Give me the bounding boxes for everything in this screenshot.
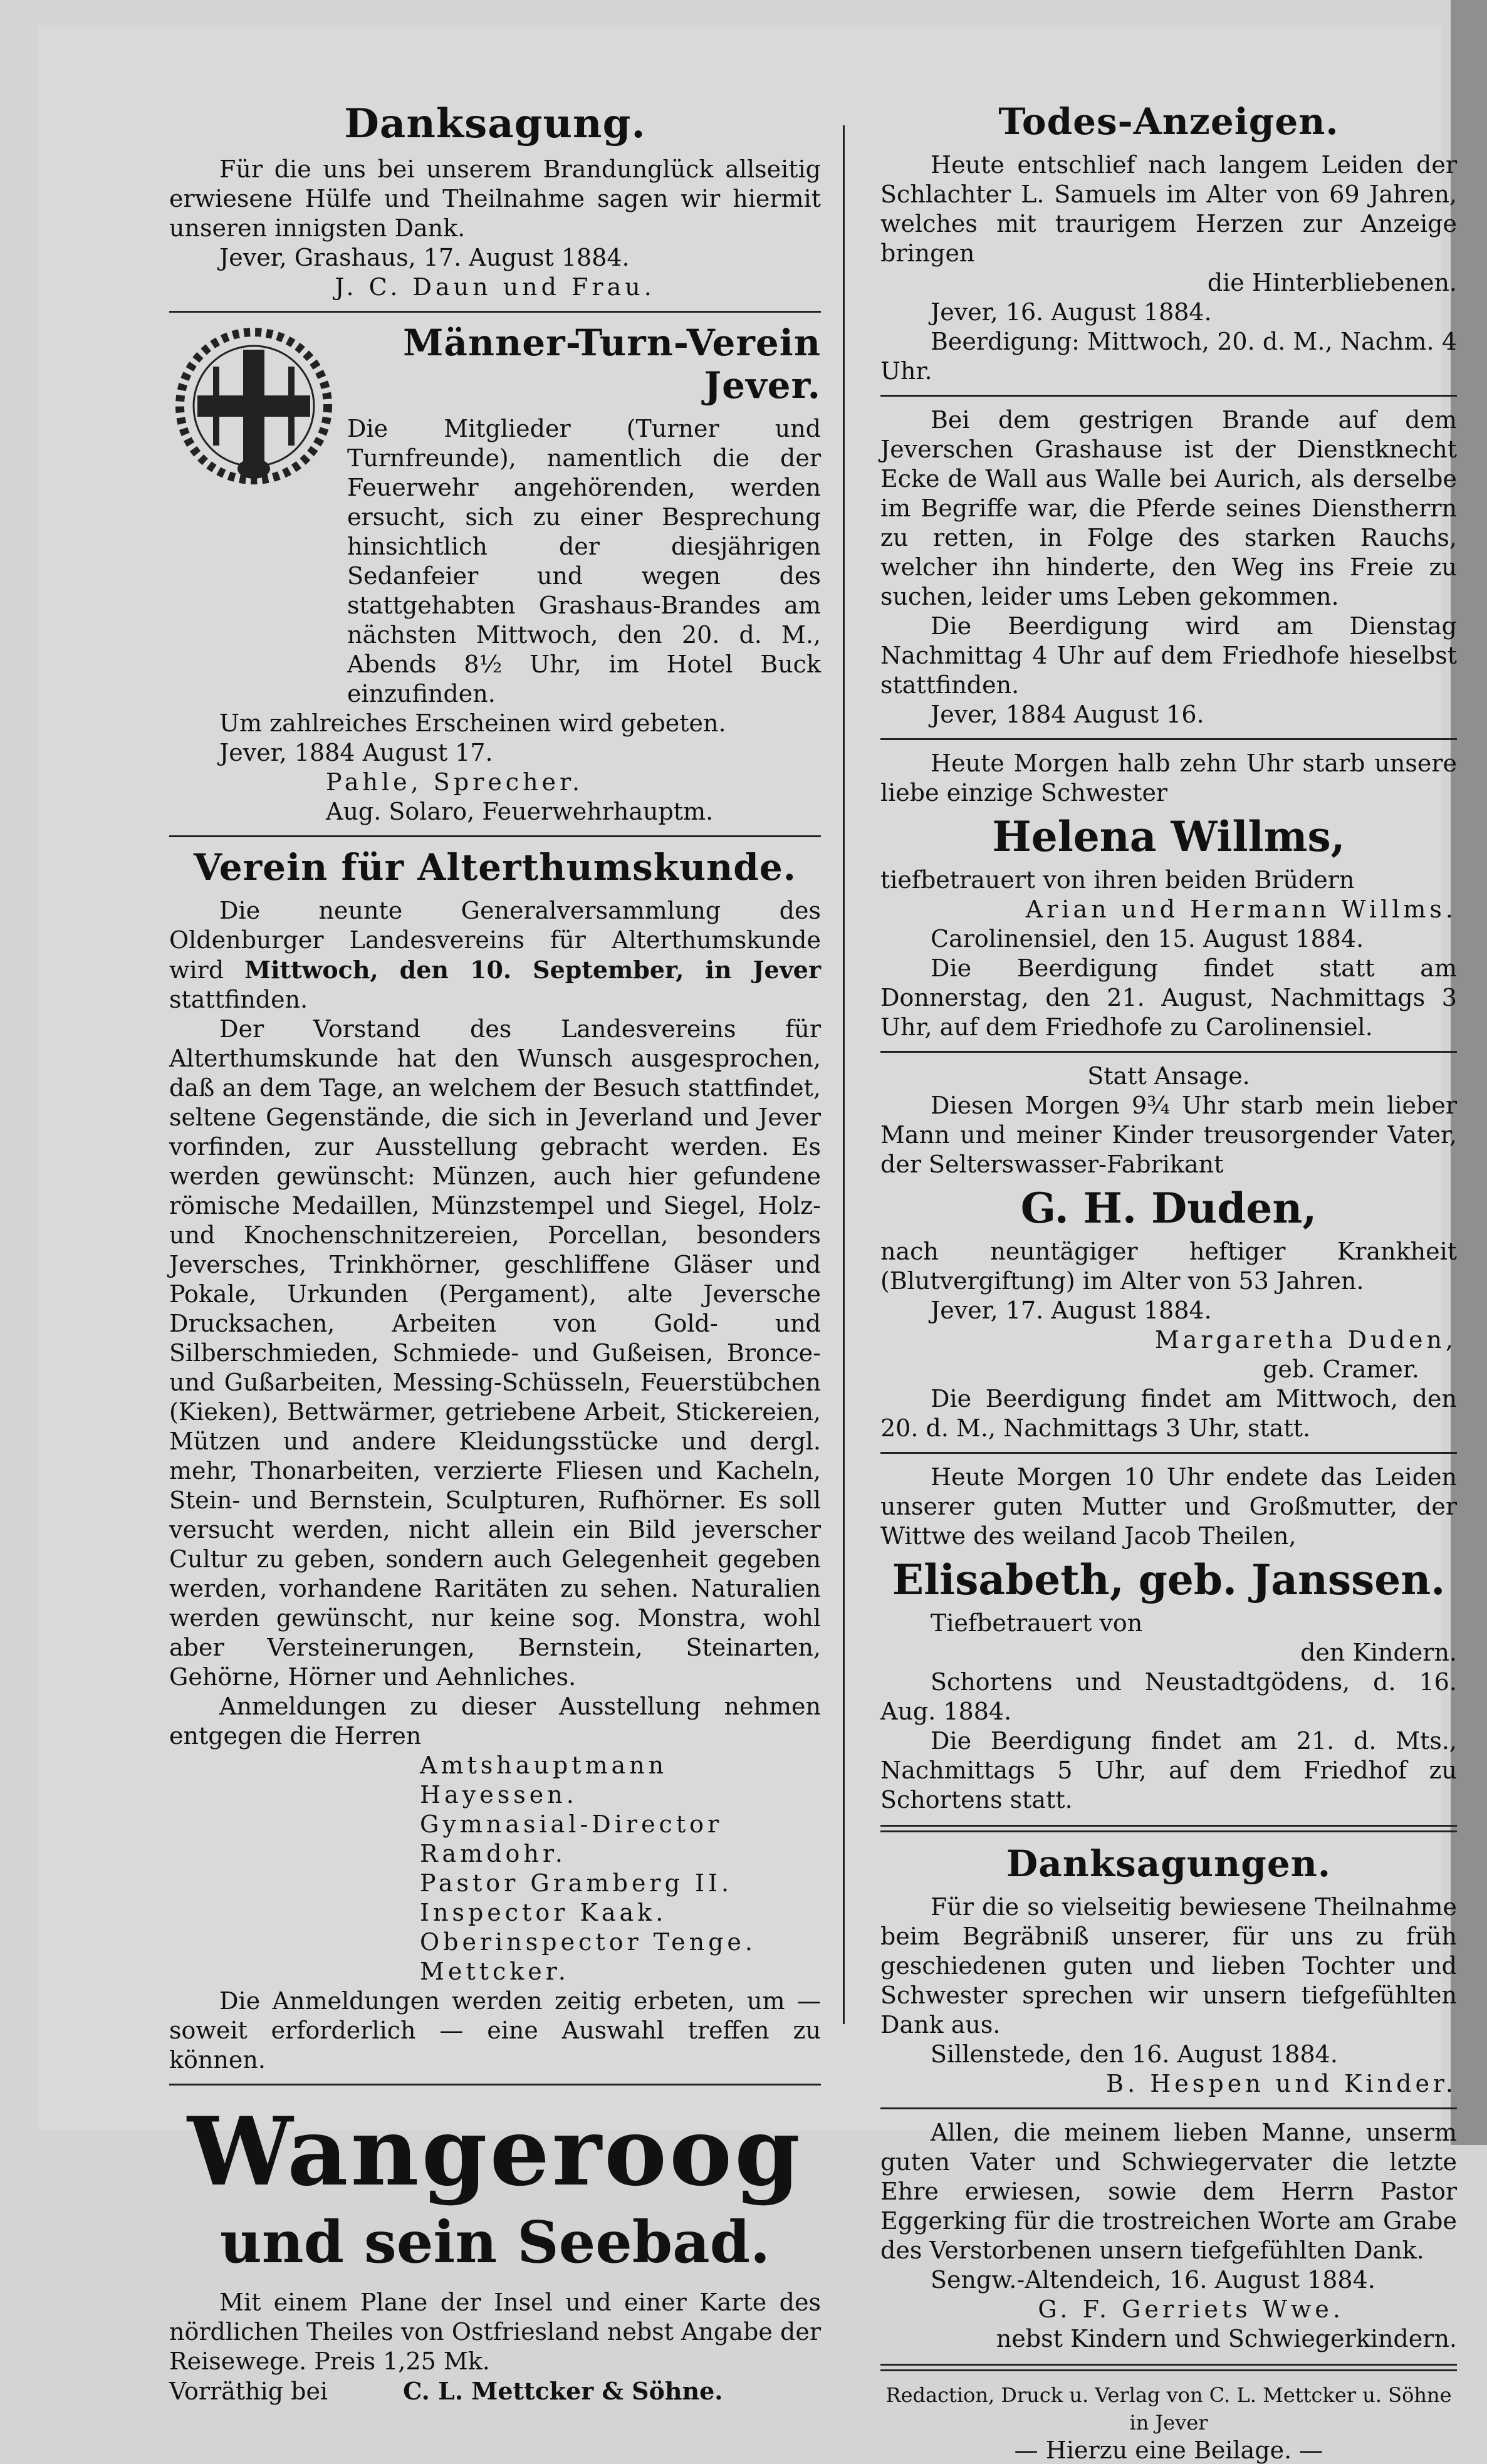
notice-burial: Die Beerdigung findet statt am Donnerstag, den 21. August, Nachmittags 3 Uhr, auf dem Friedhofe zu Carolinensiel. <box>880 954 1457 1041</box>
turnverein-signature-1: Pahle, Sprecher. <box>326 768 584 796</box>
turnverein-ad <box>169 321 821 827</box>
notice-mourners: tiefbetrauert von ihren beiden Brüdern <box>880 866 1355 894</box>
alterthum-ad <box>169 846 821 2075</box>
turnverein-place-date: Jever, 1884 August 17. <box>219 739 493 766</box>
notice-burial: Die Beerdigung findet am 21. d. Mts., Nachmittags 5 Uhr, auf dem Friedhof zu Schortens statt. <box>880 1727 1457 1814</box>
deceased-name: Helena Willms, <box>992 812 1345 861</box>
column-divider <box>843 125 845 2024</box>
list-item: Gymnasial-Director Ramdohr. <box>420 1810 723 1867</box>
wangeroog-firm: C. L. Mettcker & Söhne. <box>403 2377 723 2405</box>
thanks-date: Sengw.-Altendeich, 16. August 1884. <box>931 2266 1375 2294</box>
alterthum-paragraph-4: Die Anmeldungen werden zeitig erbeten, um — soweit erforderlich — eine Auswahl treffen zu können. <box>169 1987 821 2074</box>
notice-body: Diesen Morgen 9¾ Uhr starb mein lieber Mann und meiner Kinder treusorgender Vater, der Selterswasser-Fabrikant <box>880 1092 1457 1178</box>
notice-burial: Die Beerdigung findet am Mittwoch, den 20. d. M., Nachmittags 3 Uhr, statt. <box>880 1385 1457 1442</box>
death-notice-de-wall <box>880 405 1457 729</box>
death-notice-theilen <box>880 1463 1457 1815</box>
separator-rule <box>880 1051 1457 1053</box>
notice-date: Jever, 1884 August 16. <box>931 701 1204 728</box>
turnverein-head <box>169 321 821 709</box>
turnverein-body: Die Mitglieder (Turner und Turnfreunde), namentlich die der Feuerwehr angehörenden, werden ersucht, sich zu einer Besprechung hinsichtlich der diesjährigen Sedanfeier und wegen des stattgehabten Grashaus-Brandes am nächsten Mittwoch, den 20. d. M., Abends 8½ Uhr, im Hotel Buck einzufinden. <box>347 415 821 707</box>
notice-burial: Beerdigung: Mittwoch, 20. d. M., Nachm. 4 Uhr. <box>880 328 1457 385</box>
separator-rule <box>169 2084 821 2086</box>
danksagung-ad <box>169 100 821 302</box>
separator-rule <box>169 311 821 313</box>
notice-statt-ansage: Statt Ansage. <box>1087 1062 1250 1090</box>
turnverein-emblem-icon <box>169 321 338 491</box>
thanks-signature-2: nebst Kindern und Schwiegerkindern. <box>996 2325 1457 2352</box>
death-notice-willms <box>880 749 1457 1042</box>
separator-rule <box>880 395 1457 397</box>
wangeroog-body: Mit einem Plane der Insel und einer Karte des nördlichen Theiles von Ostfriesland nebst Angabe der Reisewege. Preis 1,25 Mk. <box>169 2289 821 2375</box>
list-item: Oberinspector Tenge. <box>420 1928 756 1956</box>
notice-signature: Arian und Hermann Willms. <box>1025 895 1457 923</box>
danksagung-signature: J. C. Daun und Frau. <box>335 273 655 301</box>
notice-cause: nach neuntägiger heftiger Krankheit (Blutvergiftung) im Alter von 53 Jahren. <box>880 1238 1457 1295</box>
danksagungen <box>880 1842 1457 2354</box>
notice-body: Heute Morgen 10 Uhr endete das Leiden unserer guten Mutter und Großmutter, der Wittwe des weiland Jacob Theilen, <box>880 1463 1457 1550</box>
notice-signature: die Hinterbliebenen. <box>1207 269 1457 296</box>
notice-date: Jever, 17. August 1884. <box>931 1297 1212 1324</box>
todes-anzeigen <box>880 100 1457 1815</box>
wangeroog-availability <box>169 2376 821 2406</box>
turnverein-heading: Männer-Turn-Verein Jever. <box>403 321 821 407</box>
notice-date: Carolinensiel, den 15. August 1884. <box>931 925 1364 953</box>
turnverein-signature-2: Aug. Solaro, Feuerwehrhauptm. <box>326 798 714 825</box>
alterthum-heading: Verein für Alterthumskunde. <box>194 846 796 889</box>
separator-rule <box>880 1452 1457 1454</box>
imprint: Redaction, Druck u. Verlag von C. L. Mettcker u. Söhne in Jever <box>885 2383 1452 2435</box>
death-notice-duden <box>880 1062 1457 1443</box>
deceased-name: Elisabeth, geb. Janssen. <box>892 1555 1446 1604</box>
alterthum-p1-start: Die neunte Generalversammlung des Oldenburger Landesvereins für Alterthumskunde wird <box>169 897 821 984</box>
alterthum-p1-end: stattfinden. <box>169 986 308 1013</box>
deceased-name: G. H. Duden, <box>1020 1184 1317 1233</box>
wangeroog-ad <box>169 2097 821 2406</box>
list-item: Mettcker. <box>420 1958 570 1985</box>
list-item: Inspector Kaak. <box>420 1899 667 1926</box>
turnverein-head-text <box>347 321 821 709</box>
alterthum-names-list <box>169 1751 821 1986</box>
notice-mourners: Tiefbetrauert von <box>931 1609 1143 1637</box>
thanks-body: Allen, die meinem lieben Manne, unserm guten Vater und Schwiegervater die letzte Ehre erwiesen, sowie dem Herrn Pastor Eggerking für die trostreichen Worte am Grabe des Verstorbenen unsern tiefgefühlten Dank. <box>880 2119 1457 2264</box>
alterthum-meeting-date: Mittwoch, den 10. September, in Jever <box>244 956 821 984</box>
separator-double-rule <box>880 2364 1457 2371</box>
left-column <box>169 94 821 2406</box>
list-item: Amtshauptmann Hayessen. <box>420 1751 668 1809</box>
thanks-signature: G. F. Gerriets Wwe. <box>1038 2295 1344 2323</box>
notice-body: Heute Morgen halb zehn Uhr starb unsere liebe einzige Schwester <box>880 749 1457 807</box>
notice-body: Heute entschlief nach langem Leiden der Schlachter L. Samuels im Alter von 69 Jahren, welches mit traurigem Herzen zur Anzeige bringen <box>880 151 1457 267</box>
wangeroog-subtitle: und sein Seebad. <box>219 2208 771 2276</box>
separator-rule <box>880 738 1457 740</box>
danksagung-heading: Danksagung. <box>344 100 646 147</box>
thanks-signature: B. Hespen und Kinder. <box>1106 2070 1457 2097</box>
thanks-date: Sillenstede, den 16. August 1884. <box>931 2040 1338 2068</box>
todes-heading: Todes-Anzeigen. <box>998 100 1339 143</box>
notice-burial: Die Beerdigung wird am Dienstag Nachmittag 4 Uhr auf dem Friedhofe hieselbst stattfinden. <box>880 612 1457 699</box>
thanks-body: Für die so vielseitig bewiesene Theilnahme beim Begräbniß unserer, für uns zu früh geschiedenen guten und lieben Tochter und Schwester sprechen wir unsern tiefgefühlten Dank aus. <box>880 1893 1457 2039</box>
danksagungen-heading: Danksagungen. <box>1006 1842 1332 1885</box>
wangeroog-title: Wangeroog <box>187 2097 803 2207</box>
alterthum-paragraph-2: Der Vorstand des Landesvereins für Alterthumskunde hat den Wunsch ausgesprochen, daß an dem Tage, an welchem der Besuch stattfindet, seltene Gegenstände, die sich in Jeverland und Jever vorfinden, zur Ausstellung gebracht werden. Es werden gewünscht: Münzen, auch hier gefundene römische Medaillen, Münzstempel und Siegel, Holz- und Knochenschnitzereien, Porcellan, besonders Jeversches, Trinkhörner, geschliffene Gläser und Pokale, Urkunden (Pergament), alte Jeversche Drucksachen, Arbeiten von Gold- und Silberschmieden, Schmiede- und Gußeisen, Bronce- und Gußarbeiten, Messing-Schüsseln, Feuerstübchen (Kieken), Bettwärmer, getriebene Arbeit, Stickereien, Mützen und andere Kleidungsstücke und dergl. mehr, Thonarbeiten, verzierte Fliesen und Kacheln, Stein- und Bernstein, Sculpturen, Rufhörner. Es soll versucht werden, nicht allein ein Bild jeverscher Cultur zu geben, sondern auch Gelegenheit gegeben werden, vorhandene Raritäten zu sehen. Naturalien werden gewünscht, nur keine sog. Monstra, wohl aber Versteinerungen, Bernstein, Steinarten, Gehörne, Hörner und Aehnliches. <box>169 1015 821 1691</box>
turnverein-request: Um zahlreiches Erscheinen wird gebeten. <box>219 709 726 737</box>
notice-date: Jever, 16. August 1884. <box>931 298 1212 326</box>
list-item: Pastor Gramberg II. <box>420 1869 733 1897</box>
alterthum-paragraph-3: Anmeldungen zu dieser Ausstellung nehmen entgegen die Herren <box>169 1693 821 1750</box>
notice-signature: Margaretha Duden, <box>1154 1326 1457 1354</box>
separator-rule <box>169 835 821 837</box>
supplement-note: — Hierzu eine Beilage. — <box>1014 2436 1323 2464</box>
notice-signature-maiden: geb. Cramer. <box>1263 1355 1419 1383</box>
notice-date: Schortens und Neustadtgödens, d. 16. Aug. 1884. <box>880 1668 1457 1725</box>
notice-body: Bei dem gestrigen Brande auf dem Jeverschen Grashause ist der Dienstknecht Ecke de Wall aus Walle bei Aurich, als derselbe im Begriffe war, die Pferde seines Dienstherrn zu retten, in Folge des starken Rauchs, welcher ihn hinderte, den Weg ins Freie zu suchen, leider ums Leben gekommen. <box>880 406 1457 610</box>
alterthum-paragraph-1 <box>169 896 821 1015</box>
right-column <box>880 94 1457 2464</box>
separator-rule <box>880 2107 1457 2109</box>
danksagung-place-date: Jever, Grashaus, 17. August 1884. <box>219 244 630 271</box>
wangeroog-vorraethig: Vorräthig bei <box>169 2378 328 2405</box>
danksagung-body: Für die uns bei unserem Brandunglück allseitig erwiesene Hülfe und Theilnahme sagen wir hiermit unseren innigsten Dank. <box>169 155 821 242</box>
notice-signature: den Kindern. <box>1300 1639 1457 1666</box>
death-notice-samuels <box>880 150 1457 386</box>
separator-double-rule <box>880 1825 1457 1832</box>
